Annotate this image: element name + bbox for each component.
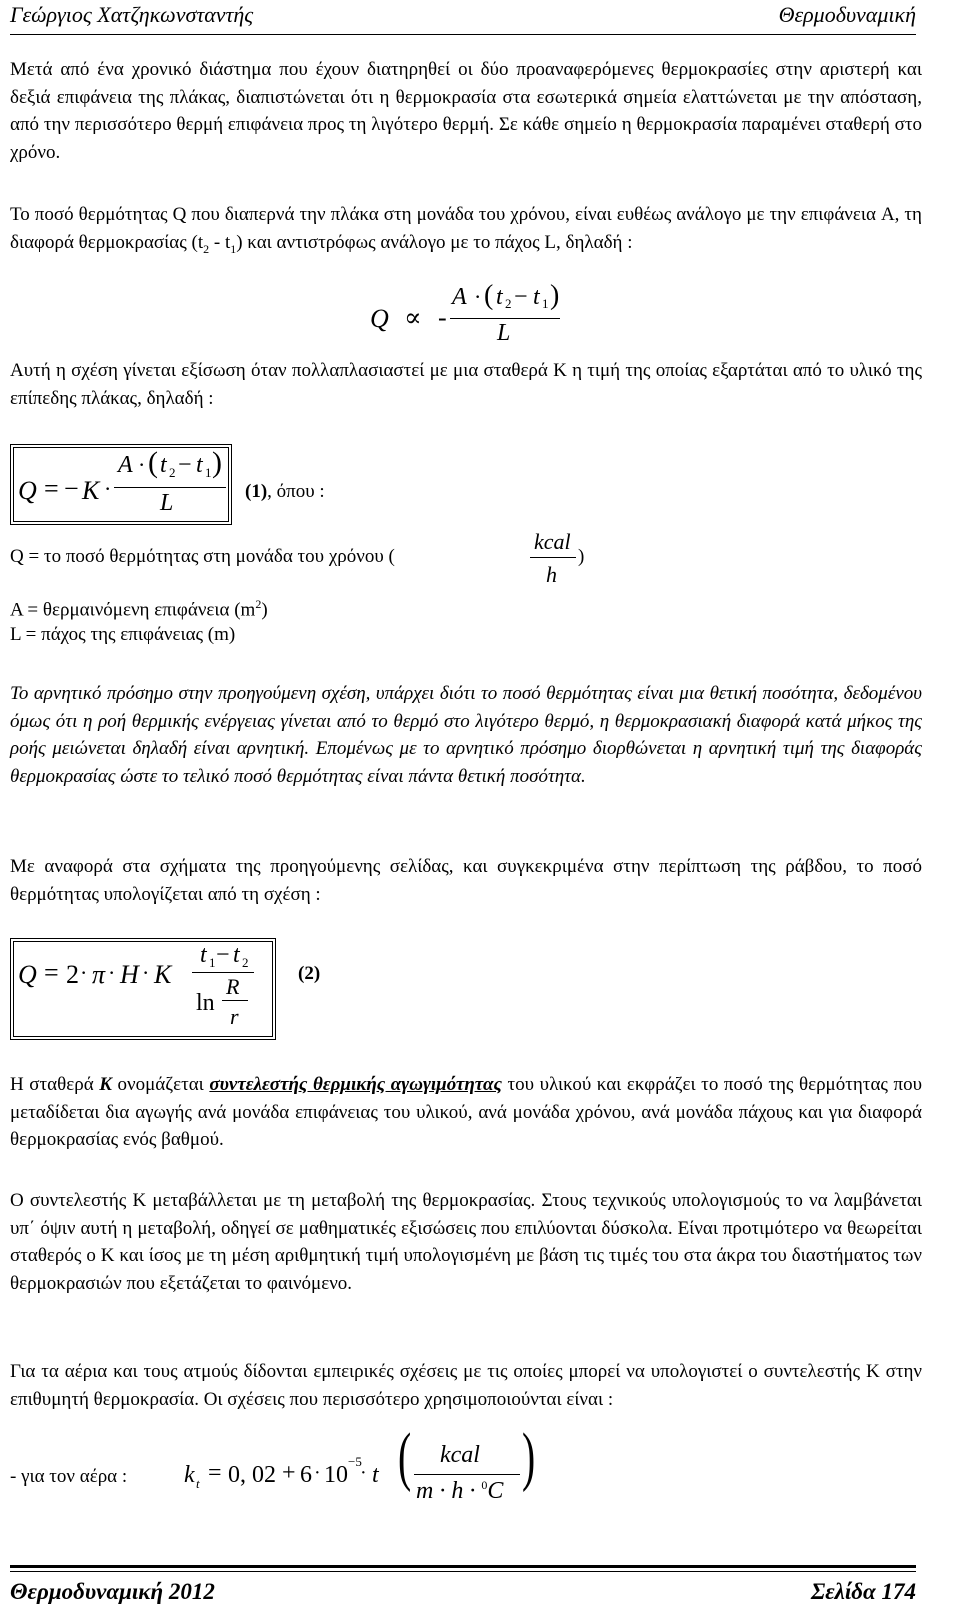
eq2-equals: = [44,958,59,987]
eq2-R: R [226,974,240,999]
eq2-Q: Q [18,960,37,989]
paragraph-K-variation: Ο συντελεστής K μεταβάλλεται με τη μεταβολή της θερμοκρασίας. Στους τεχνικούς υπολογισμούς το να λαμβάνεται υπ΄ όψιν αυτή η μεταβολή, οδηγεί σε μαθηματικές εξισώσεις που επιλύονται δύσκολα. Είναι προτιμότερο να θεωρείται σταθερός ο K και ίσος με τη μέση αριθμητική τιμή υπολογισμένη με βάση τις τιμές του στα άκρα του διαστήματος των θερμοκρασιών που εξετάζεται το φαινόμενο. [10,1190,922,1294]
eq1-t1: t [196,452,203,478]
eq2-r: r [230,1004,239,1029]
eq2-sub1: 1 [209,955,216,970]
p2-text-c: ) και αντιστρόφως ανάλογο με το πάχος L, δηλαδή : [236,231,633,253]
p2-sub-1: 1 [230,241,237,256]
eq-prop-minus: - [438,303,447,332]
definition-L: L = πάχος της επιφάνειας (m) [10,624,236,645]
eq-prop-t1: t [533,284,540,310]
eq2-t2: t [233,942,240,968]
paragraph-conductivity-definition [10,1071,922,1154]
p6-term: συντελεστής θερμικής αγωγιμότητας [209,1074,502,1095]
air-t: t [372,1462,379,1488]
eq-prop-A: A [452,284,467,310]
air-k: k [184,1462,195,1488]
equation-2-label: (2) [298,963,321,984]
eq-prop-fraction-bar [450,318,560,319]
paragraph-rod-reference: Με αναφορά στα σχήματα της προηγούμενης σελίδας, και συγκεκριμένα στην περίπτωση της ράβδου, το ποσό θερμότητας υπολογίζεται από τη σχέση : [10,856,922,905]
eq1-number: (1) [245,481,268,502]
eq2-pi: π [92,960,106,989]
eq1-t2: t [160,452,167,478]
p2-text-a: Το ποσό θερμότητας Q που διαπερνά την πλάκα στη μονάδα του χρόνου, είναι ευθέως ανάλογο με την επιφάνεια A, τη διαφορά θερμοκρασίας (t [10,204,922,253]
paragraph-heat-proportionality [10,201,922,263]
air-exponent: −5 [348,1454,362,1469]
eq-prop-sub1: 1 [542,296,549,311]
eq2-sub2: 2 [242,955,249,970]
air-prefix: - για τον αέρα : [10,1466,128,1487]
eq1-where: , όπου : [267,481,325,502]
eq2-t1: t [200,942,207,968]
eq1-sub1: 1 [205,465,212,480]
air-c2: 6 [300,1462,312,1488]
def-Q-text: Q = το ποσό θερμότητας στη μονάδα του χρόνου ( [10,546,395,567]
paragraph-steady-state: Μετά από ένα χρονικό διάστημα που έχουν διατηρηθεί οι δύο προαναφερόμενες θερμοκρασίες στην αριστερή και δεξιά επιφάνεια της πλάκας, διαπιστώνεται ότι η θερμοκρασία στα εσωτερικά σημεία ελαττώνεται με την απόσταση, από την περισσότερο θερμή επιφάνεια προς τη λιγότερο θερμή. Σε κάθε σημείο η θερμοκρασία παραμένει σταθερή στο χρόνο. [10,59,922,163]
air-c1: 0, 02 [228,1462,276,1488]
header-author: Γεώργιος Χατζηκωνσταντής [10,2,254,27]
header-subject: Θερμοδυναμική [778,2,916,27]
eq1-fraction-bar [114,487,226,488]
paragraph-negative-sign: Το αρνητικό πρόσημο στην προηγούμενη σχέση, υπάρχει διότι το ποσό θερμότητας είναι μια θετική ποσότητα, δεδομένου όμως ότι η ροή θερμικής ενέργειας γίνεται από το θερμό στο λιγότερο θερμό, η θερμοκρασιακή διαφορά κατά μήκος της ροής μειώνεται δηλαδή είναι αρνητική. Επομένως με το αρνητικό πρόσημο διορθώνεται η αρνητική τιμή της διαφοράς θερμοκρασίας ώστε το τελικό ποσό θερμότητας είναι πάντα θετική ποσότητα. [10,683,922,787]
p2-sub-2: 2 [203,241,210,256]
definition-Q [10,546,395,568]
eq-prop-dot: · [474,284,482,309]
def-Q-unit-den: h [546,562,557,587]
air-unit-C: C [487,1478,504,1504]
page-header [10,0,916,35]
def-A-sup: 2 [255,597,262,611]
air-ten: 10 [324,1462,348,1488]
def-Q-close: ) [578,546,585,567]
air-k-sub: t [196,1476,200,1491]
paragraph-constant-K: Αυτή η σχέση γίνεται εξίσωση όταν πολλαπλασιαστεί με μια σταθερά K η τιμή της οποίας εξαρτάται από το υλικό της επίπεδης πλάκας, δηλαδή : [10,360,922,409]
eq-prop-t2: t [496,284,503,310]
eq1-minus: − [64,474,79,503]
definition-A [10,597,268,621]
eq1-A: A [118,452,133,478]
eq-prop-sub2: 2 [505,296,512,311]
air-equals: = [208,1460,222,1486]
footer-title: Θερμοδυναμική 2012 [10,1579,215,1604]
eq2-K: K [154,960,172,989]
def-A-close: ) [261,599,268,621]
def-A-text: A = θερμαινόμενη επιφάνεια (m [10,599,256,621]
air-unit-deg: 0 [481,1478,488,1492]
eq1-sub2: 2 [169,465,176,480]
eq2-fraction-bar [192,972,254,973]
page-footer [10,1565,916,1615]
eq-prop-symbol: ∝ [404,303,422,332]
eq2-H: H [120,960,139,989]
def-Q-unit-num: kcal [534,529,571,554]
air-plus: + [282,1460,296,1486]
eq1-equals: = [44,474,59,503]
p2-text-b: - t [209,231,231,253]
eq1-L: L [160,490,174,516]
footer-page-number: Σελίδα 174 [810,1579,916,1604]
air-unit-num: kcal [440,1442,480,1468]
eq1-Q: Q [18,476,37,505]
p6-text-c: του υλικού και εκφράζει το ποσό της θερμότητας που μεταδίδεται δια αγωγής ανά μονάδα επιφάνειας του υλικού, ανά μονάδα χρόνου, ανά μονάδα πάχους και για διαφορά θερμοκρασίας ενός βαθμού. [10,1074,923,1150]
paragraph-empirical-relations: Για τα αέρια και τους ατμούς δίδονται εμπειρικές σχέσεις με τις οποίες μπορεί να υπολογιστεί ο συντελεστής K στην επιθυμητή θερμοκρασία. Οι σχέσεις που περισσότερο χρησιμοποιούνται είναι : [10,1361,922,1410]
eq1-K: K [82,476,100,505]
p6-K: K [99,1074,112,1095]
p6-text-b: ονομάζεται [111,1074,210,1095]
air-unit-den: m · h · [416,1478,482,1504]
eq-prop-Q: Q [370,304,389,333]
eq-prop-L: L [497,320,511,346]
equation-1-label [245,481,325,503]
eq2-ln: ln [196,990,215,1016]
eq2-two: 2 [66,960,79,989]
p6-text-a: Η σταθερά [10,1074,100,1095]
